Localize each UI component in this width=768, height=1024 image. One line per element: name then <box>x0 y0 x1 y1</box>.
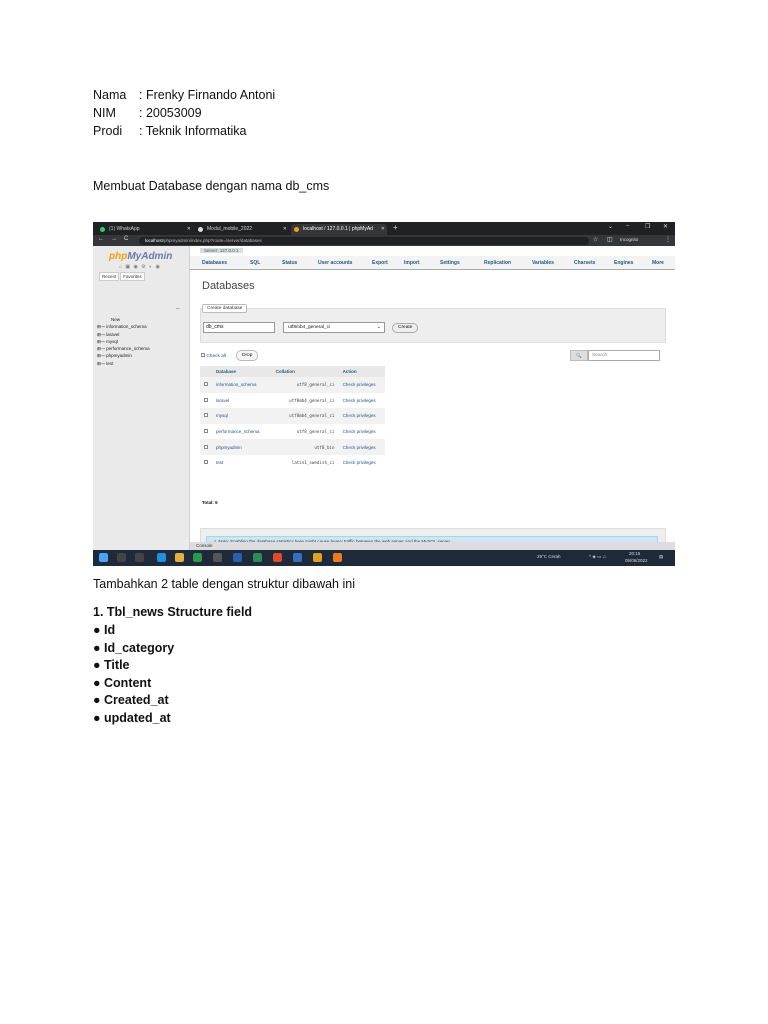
chrome-icon[interactable] <box>313 553 322 562</box>
forward-icon[interactable]: → <box>111 236 117 242</box>
menu-status[interactable]: Status <box>282 260 298 266</box>
edge-icon[interactable] <box>157 553 166 562</box>
table-row: phpmyadmin utf8_bin Check privileges <box>200 439 385 455</box>
menu-more[interactable]: More <box>652 260 664 266</box>
tree-item-mysql[interactable]: ⊞–▫ mysql <box>97 338 118 344</box>
chevron-down-icon: ⌄ <box>376 324 381 330</box>
globe-icon <box>198 227 203 232</box>
tab-recent[interactable]: Recent <box>99 272 119 281</box>
nama-value: : Frenky Firnando Antoni <box>139 88 276 102</box>
row-checkbox[interactable] <box>204 413 208 417</box>
extensions-icon[interactable]: ◫ <box>607 237 613 243</box>
pma-sidebar <box>93 246 190 550</box>
menu-variables[interactable]: Variables <box>532 260 554 266</box>
drop-button[interactable]: Drop <box>236 350 258 361</box>
field-item: ● Id_category <box>93 641 175 655</box>
field-item: ● updated_at <box>93 711 171 725</box>
menu-databases[interactable]: Databases <box>202 260 228 266</box>
console-bar[interactable]: Console <box>190 542 675 550</box>
tab-favorites[interactable]: Favorites <box>120 272 145 281</box>
file-explorer-icon[interactable] <box>175 553 184 562</box>
tab-phpmyadmin[interactable]: localhost / 127.0.0.1 | phpMyAd ✕ <box>291 224 387 235</box>
row-checkbox[interactable] <box>204 429 208 433</box>
windows-start-icon[interactable] <box>99 553 108 562</box>
address-bar <box>93 235 675 246</box>
server-breadcrumb[interactable]: Server: 127.0.0.1 <box>200 248 243 253</box>
star-icon[interactable]: ☆ <box>593 237 599 243</box>
collation-select[interactable]: utf8mb4_general_ci ⌄ <box>283 322 385 333</box>
tree-item-information-schema[interactable]: ⊞–▫ information_schema <box>97 324 147 330</box>
task1-text: Membuat Database dengan nama db_cms <box>93 179 330 193</box>
field-item: ● Id <box>93 623 116 637</box>
phpmyadmin-favicon <box>294 227 299 232</box>
menu-charsets[interactable]: Charsets <box>574 260 596 266</box>
table-row: performance_schema utf8_general_ci Check privileges <box>200 424 385 440</box>
top-menu <box>190 256 675 270</box>
collapse-icon[interactable]: ⇔ <box>175 306 181 312</box>
databases-table <box>200 366 385 471</box>
menu-replication[interactable]: Replication <box>484 260 511 266</box>
new-tab-icon[interactable]: + <box>393 223 398 232</box>
database-tree <box>97 316 150 367</box>
windows-taskbar <box>93 550 675 566</box>
clock-date[interactable]: 05/06/2022 <box>625 558 648 563</box>
col-action: Action <box>339 366 385 377</box>
prodi-line <box>93 124 246 138</box>
create-button[interactable]: Create <box>392 323 418 333</box>
menu-user-accounts[interactable]: User accounts <box>318 260 353 266</box>
row-checkbox[interactable] <box>204 460 208 464</box>
excel-icon[interactable] <box>253 553 262 562</box>
menu-settings[interactable]: Settings <box>440 260 460 266</box>
phpmyadmin-screenshot <box>93 222 675 566</box>
maximize-icon[interactable]: ❐ <box>645 224 651 230</box>
task2-text: Tambahkan 2 table dengan struktur dibawah ini <box>93 577 355 591</box>
browser-tab-bar <box>93 222 675 235</box>
table-row: information_schema utf8_general_ci Check privileges <box>200 377 385 393</box>
table-row: test latin1_swedish_ci Check privileges <box>200 455 385 471</box>
menu-import[interactable]: Import <box>404 260 420 266</box>
minimize-icon[interactable]: – <box>626 223 630 229</box>
col-collation[interactable]: Collation <box>272 366 339 377</box>
table-row: mysql utf8mb4_general_ci Check privileges <box>200 408 385 424</box>
search-input[interactable]: Search <box>588 350 660 361</box>
tree-item-performance-schema[interactable]: ⊞–▫ performance_schema <box>97 346 150 352</box>
field-item: ● Content <box>93 676 152 690</box>
nim-value: : 20053009 <box>139 106 202 120</box>
clock-time[interactable]: 20:15 <box>629 551 641 556</box>
tree-item-test[interactable]: ⊞–▫ test <box>97 360 114 366</box>
incognito-label[interactable]: Incognito <box>620 237 639 242</box>
vscode-icon[interactable] <box>293 553 302 562</box>
app-icon[interactable] <box>193 553 202 562</box>
pma-logo[interactable]: phpMyAdmin <box>109 251 173 262</box>
app-icon[interactable] <box>273 553 282 562</box>
prodi-value: : Teknik Informatika <box>139 124 247 138</box>
tree-item-phpmyadmin[interactable]: ⊞–▫ phpmyadmin <box>97 353 132 359</box>
check-all[interactable]: Check all <box>201 353 226 359</box>
row-checkbox[interactable] <box>204 382 208 386</box>
nim-label: NIM <box>93 106 116 120</box>
page-title: Databases <box>202 280 255 292</box>
back-icon[interactable]: ← <box>98 236 104 242</box>
tab-whatsapp[interactable]: (1) WhatsApp ✕ <box>97 224 193 235</box>
menu-sql[interactable]: SQL <box>250 260 261 266</box>
close-icon[interactable]: ✕ <box>380 226 385 232</box>
tab-modul[interactable]: Modul_mobile_2022 ✕ <box>195 224 289 235</box>
store-icon[interactable] <box>213 553 222 562</box>
col-database[interactable]: Database <box>212 366 272 377</box>
create-database-legend: Create database <box>202 304 247 313</box>
reload-icon[interactable]: C <box>124 236 129 242</box>
menu-icon[interactable]: ⋮ <box>665 237 671 243</box>
tree-item-laravel[interactable]: ⊞–▫ laravel <box>97 331 120 337</box>
field-item: ● Title <box>93 658 130 672</box>
row-checkbox[interactable] <box>204 398 208 402</box>
field-item: ● Created_at <box>93 693 169 707</box>
task-view-icon[interactable] <box>135 553 144 562</box>
xampp-icon[interactable] <box>333 553 342 562</box>
word-icon[interactable] <box>233 553 242 562</box>
close-window-icon[interactable]: ✕ <box>663 224 669 230</box>
sidebar-toolbar-icons[interactable]: ⌂ ▣ ◉ ⚙ ◐ ◉ <box>119 264 161 270</box>
database-name-input[interactable]: db_cms <box>203 322 275 333</box>
close-icon[interactable]: ✕ <box>186 226 191 232</box>
url-field[interactable]: localhost/phpmyadmin/index.php?route=/server/databases <box>139 237 589 245</box>
total-count: Total: 6 <box>202 500 218 505</box>
nama-label: Nama <box>93 88 127 102</box>
weather-widget[interactable]: 29°C Cerah <box>537 554 561 559</box>
search-icon: 🔍 <box>570 350 588 361</box>
tray-icons[interactable]: ^ ◈ ▭ ♫ <box>589 554 606 559</box>
menu-engines[interactable]: Engines <box>614 260 634 266</box>
menu-export[interactable]: Export <box>372 260 388 266</box>
close-icon[interactable]: ✕ <box>282 226 287 232</box>
sidebar-tabs <box>99 274 146 279</box>
whatsapp-icon <box>100 227 105 232</box>
tab-search-icon[interactable]: ⌄ <box>608 224 614 230</box>
search-icon[interactable] <box>117 553 126 562</box>
prodi-label: Prodi <box>93 124 123 138</box>
table-row: laravel utf8mb4_general_ci Check privileges <box>200 393 385 409</box>
list-title: 1. Tbl_news Structure field <box>93 605 253 619</box>
row-checkbox[interactable] <box>204 445 208 449</box>
notifications-icon[interactable]: ▤ <box>659 554 664 559</box>
pma-main <box>190 246 675 550</box>
nama-line <box>93 88 275 102</box>
nim-line <box>93 106 202 120</box>
tree-item-new[interactable]: New <box>111 317 121 322</box>
